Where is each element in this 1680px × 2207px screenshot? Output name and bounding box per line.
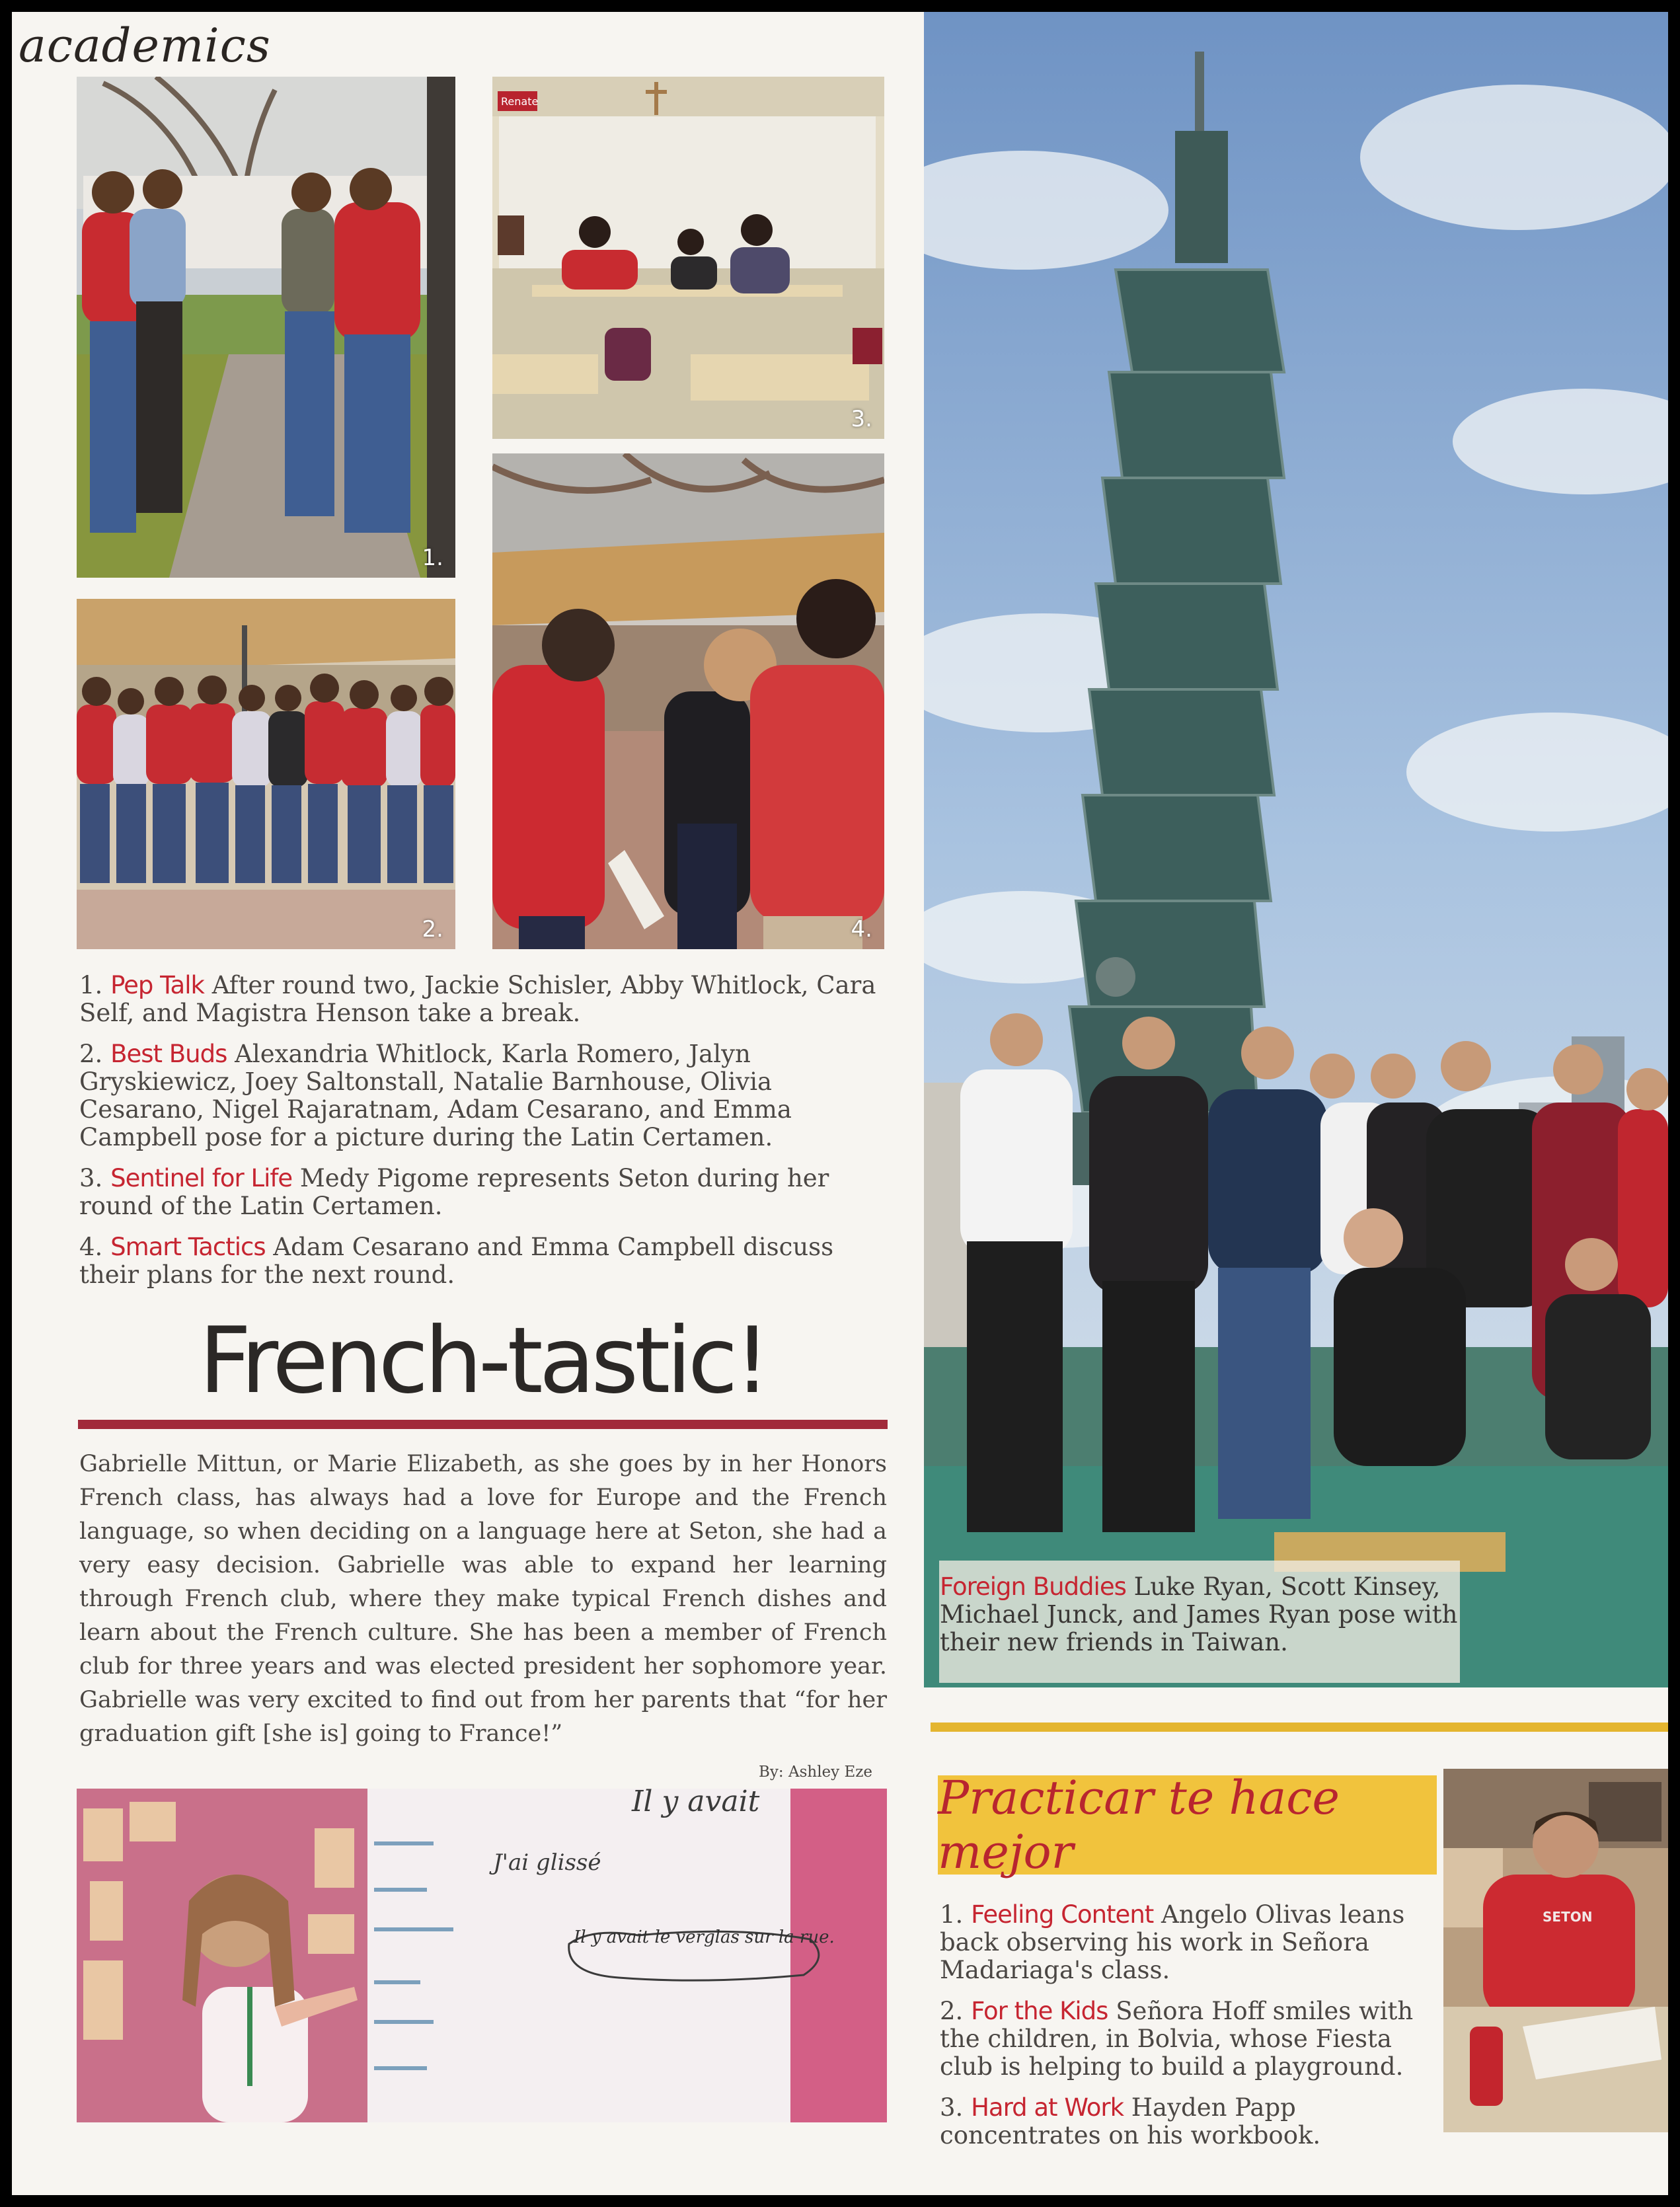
spanish-captions [940, 1901, 1442, 2163]
caption-title: Foreign Buddies [940, 1572, 1126, 1601]
caption-hard-at-work: 3. Hard at Work Hayden Papp concentrates on his workbook. [940, 2093, 1321, 2149]
photo-pep-talk-image [77, 77, 455, 578]
photo-hard-at-work-image [1443, 1769, 1668, 2132]
photo-number: 4. [851, 916, 872, 943]
spanish-heading-box [938, 1771, 1437, 1879]
whiteboard-bubble-text: Il y avait le verglas sur la rue. [574, 1927, 835, 1947]
yearbook-page [12, 12, 1668, 2195]
gold-rule [931, 1723, 1668, 1732]
photo-sentinel-image [492, 77, 884, 439]
photo-pep-talk [77, 77, 455, 578]
caption-title: Smart Tactics [110, 1233, 266, 1261]
sign-renate: Renate [501, 95, 539, 108]
latin-captions [79, 972, 899, 1302]
photo-best-buds [77, 599, 455, 949]
headline-rule [78, 1420, 888, 1429]
caption-pep-talk: 1. Pep Talk After round two, Jackie Schisler, Abby Whitlock, Cara Self, and Magistra Henson take a break. [79, 971, 876, 1027]
photo-number: 2. [422, 916, 443, 943]
photo-taiwan [924, 12, 1668, 1687]
hoodie-text: SETON [1543, 1909, 1593, 1925]
photo-number: 3. [851, 406, 872, 432]
caption-title: Pep Talk [110, 971, 204, 999]
photo-taiwan-image [924, 12, 1668, 1687]
photo-number: 1. [422, 545, 443, 571]
caption-title: Hard at Work [971, 2093, 1124, 2122]
photo-sentinel-for-life [492, 77, 884, 439]
photo-french-class [77, 1789, 887, 2122]
taiwan-caption: Foreign Buddies Luke Ryan, Scott Kinsey, Michael Junck, and James Ryan pose with their new friends in Taiwan. [940, 1572, 1458, 1656]
article-body: Gabrielle Mittun, or Marie Elizabeth, as she goes by in her Honors French class, has always had a love for Europe and the French language, so when deciding on a language here at Seton, she had a very easy decision. Gabrielle was able to expand her learning through French club, where they make typical French dishes and learn about the French culture. She has been a member of French club for three years and was elected president her sophomore year. Gabrielle was very excited to find out from her parents that “for her graduation gift [she is] going to France!” [79, 1451, 887, 1747]
whiteboard-line: J'ai glissé [493, 1849, 601, 1876]
photo-best-buds-image [77, 599, 455, 949]
caption-for-the-kids: 2. For the Kids Señora Hoff smiles with the children, in Bolvia, whose Fiesta club is helping to build a playground. [940, 1997, 1414, 2081]
caption-title: For the Kids [971, 1997, 1108, 2025]
section-label: academics [19, 19, 271, 73]
photo-hard-at-work [1443, 1769, 1668, 2132]
photo-smart-tactics [492, 453, 884, 949]
spanish-heading: Practicar te hace mejor [938, 1771, 1340, 1879]
caption-title: Best Buds [110, 1040, 227, 1068]
caption-best-buds: 2. Best Buds Alexandria Whitlock, Karla Romero, Jalyn Gryskiewicz, Joey Saltonstall, Natalie Barnhouse, Olivia Cesarano, Nigel Rajaratnam, Adam Cesarano, and Emma Campbell pose for a picture during the Latin Certamen. [79, 1040, 792, 1151]
caption-sentinel: 3. Sentinel for Life Medy Pigome represents Seton during her round of the Latin Certamen. [79, 1164, 829, 1220]
photo-smart-tactics-image [492, 453, 884, 949]
whiteboard-heading: Il y avait [632, 1789, 760, 1818]
article-byline: By: Ashley Eze [759, 1763, 872, 1781]
caption-feeling-content: 1. Feeling Content Angelo Olivas leans back observing his work in Señora Madariaga's class. [940, 1900, 1405, 1984]
caption-title: Sentinel for Life [110, 1164, 293, 1192]
article-headline: French-tastic! [199, 1307, 767, 1414]
caption-smart-tactics: 4. Smart Tactics Adam Cesarano and Emma Campbell discuss their plans for the next round. [79, 1233, 834, 1289]
caption-title: Feeling Content [971, 1900, 1154, 1929]
photo-french-class-image [77, 1789, 887, 2122]
